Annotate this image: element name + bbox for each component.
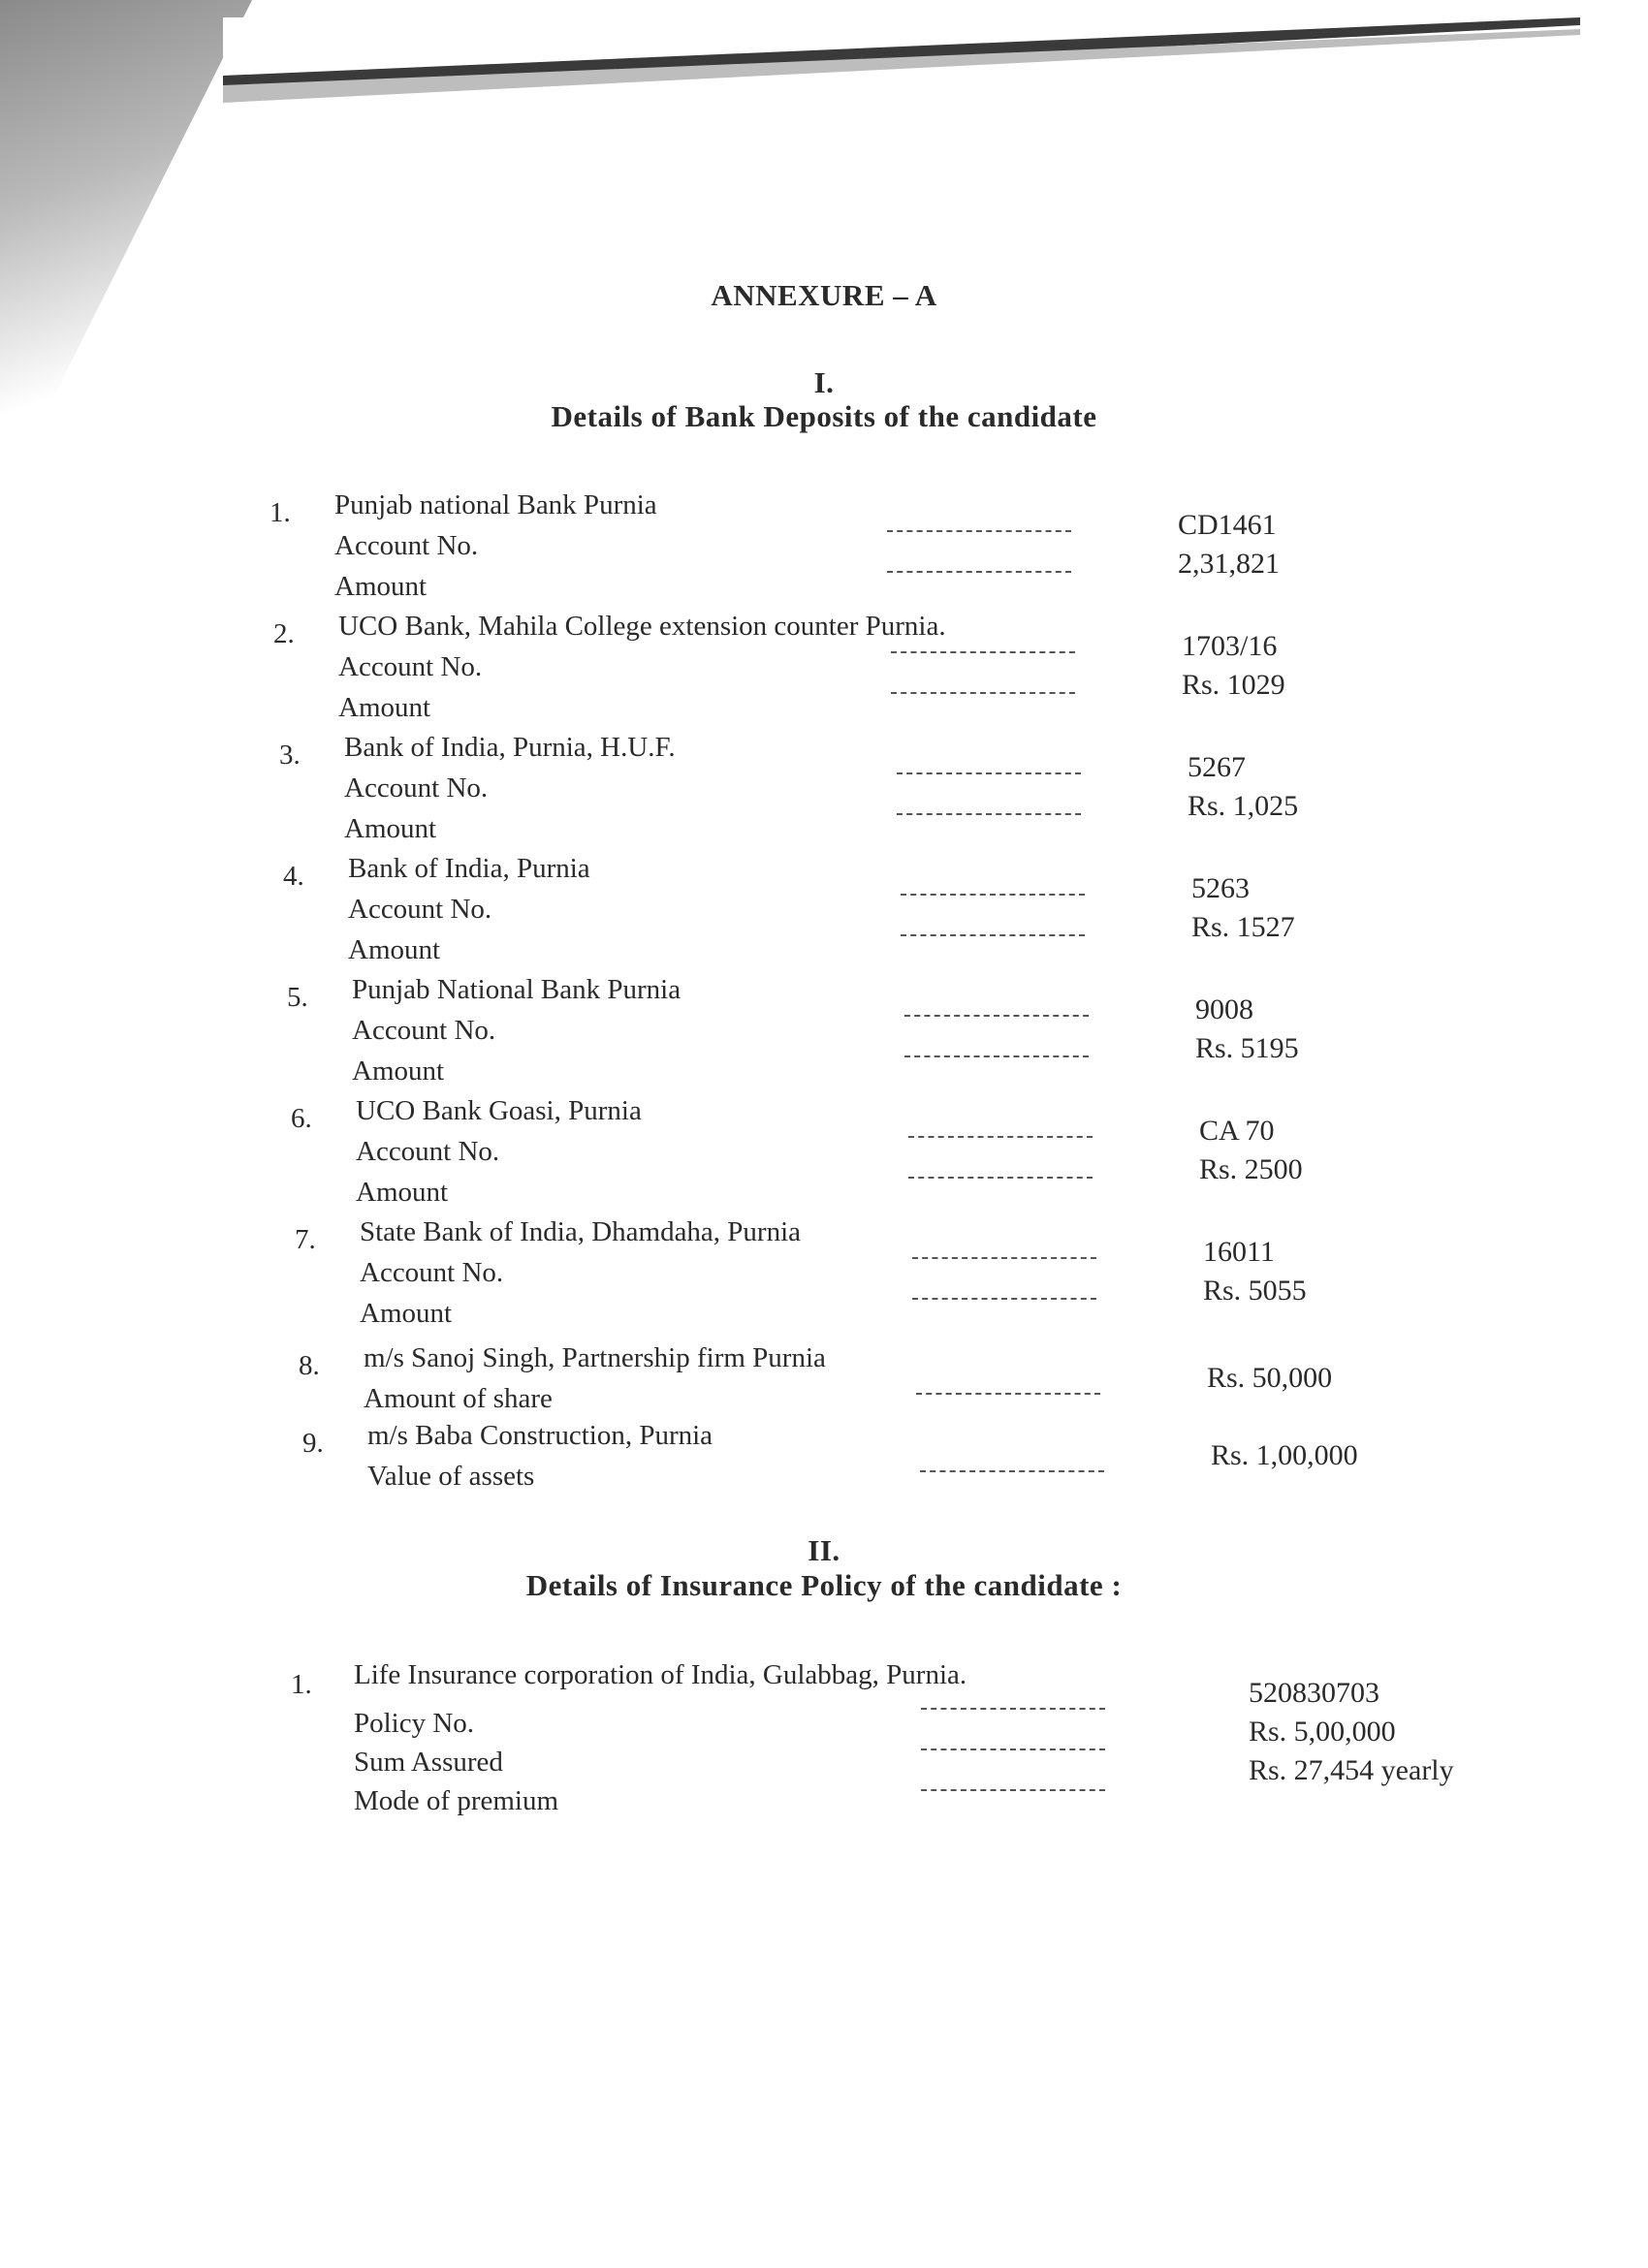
entry-label: Amount [344,813,437,844]
amount-value: Rs. 5195 [1195,1032,1299,1064]
entry-label: Amount of share [364,1383,553,1414]
entry-number: 8. [299,1350,320,1381]
entry-label: Amount [356,1177,449,1208]
bank-name: State Bank of India, Dhamdaha, Purnia [360,1216,802,1247]
leader-dash [908,1177,1093,1179]
entry-label: Account No. [360,1257,504,1288]
leader-dash [916,1393,1100,1395]
entry-label: Account No. [356,1136,500,1167]
leader-dash [891,651,1075,653]
entry-number: 6. [291,1103,312,1134]
insurance-value-sum: Rs. 5,00,000 [1249,1716,1396,1748]
amount-value: Rs. 1,025 [1188,790,1299,822]
entry-label: Account No. [344,772,489,803]
entry-number: 1. [269,497,291,528]
leader-dash [904,1055,1089,1057]
account-number-value: 16011 [1203,1236,1275,1268]
amount-value: Rs. 2500 [1199,1153,1303,1185]
leader-dash [897,772,1081,774]
leader-dash [908,1136,1093,1138]
entry-label: Account No. [348,894,492,925]
insurance-label-policy: Policy No. [354,1708,475,1739]
entry-label: Account No. [352,1015,496,1046]
account-number-value: CD1461 [1178,509,1277,541]
bank-name: UCO Bank, Mahila College extension counter Purnia. [338,611,946,642]
entry-label: Amount [338,692,431,723]
entry-label: Amount [348,934,441,965]
leader-dash [887,571,1071,573]
account-number-value: 9008 [1195,993,1253,1025]
amount-value: Rs. 5055 [1203,1275,1307,1307]
leader-dash [887,530,1071,532]
leader-dash [921,1748,1105,1750]
entry-label: Amount [352,1055,445,1087]
entry-number: 3. [279,740,301,771]
annexure-title: ANNEXURE – A [711,278,937,312]
bank-name: Punjab national Bank Purnia [334,489,657,520]
amount-value: Rs. 1029 [1182,669,1285,701]
amount-value: Rs. 1527 [1191,911,1295,943]
entry-label: Amount [334,571,428,602]
section-roman-1: I. [813,365,835,399]
leader-dash [912,1298,1096,1300]
account-number-value: 5263 [1191,872,1250,904]
leader-dash [921,1708,1105,1710]
amount-value: Rs. 1,00,000 [1211,1439,1358,1471]
bank-name: Bank of India, Purnia, H.U.F. [344,732,676,763]
insurance-label-sum: Sum Assured [354,1747,503,1778]
entry-number: 7. [295,1224,316,1255]
entry-number: 5. [287,982,308,1013]
bank-name: m/s Sanoj Singh, Partnership firm Purnia [364,1342,826,1373]
entry-number: 2. [273,618,295,649]
leader-dash [904,1015,1089,1017]
insurance-number: 1. [291,1669,312,1700]
section-heading-insurance: Details of Insurance Policy of the candidate : [525,1568,1123,1602]
account-number-value: CA 70 [1199,1115,1275,1147]
account-number-value: 5267 [1188,751,1246,783]
bank-name: Punjab National Bank Purnia [352,974,681,1005]
leader-dash [921,1789,1105,1791]
bank-name: UCO Bank Goasi, Purnia [356,1095,642,1126]
entry-label: Value of assets [367,1461,535,1492]
account-number-value: 1703/16 [1182,630,1278,662]
leader-dash [901,894,1085,896]
entry-label: Amount [360,1298,453,1329]
leader-dash [891,692,1075,694]
amount-value: 2,31,821 [1178,548,1280,580]
insurance-value-policy: 520830703 [1249,1677,1379,1709]
leader-dash [901,934,1085,936]
leader-dash [912,1257,1096,1259]
leader-dash [920,1470,1104,1472]
leader-dash [897,813,1081,815]
insurance-label-mode: Mode of premium [354,1785,559,1816]
section-roman-2: II. [808,1533,840,1567]
insurance-name: Life Insurance corporation of India, Gulabbag, Purnia. [354,1659,967,1690]
entry-label: Account No. [338,651,483,682]
entry-number: 9. [302,1428,324,1459]
insurance-value-mode: Rs. 27,454 yearly [1249,1754,1454,1786]
section-heading-bank-deposits: Details of Bank Deposits of the candidate [551,399,1097,433]
bank-name: Bank of India, Purnia [348,853,590,884]
amount-value: Rs. 50,000 [1207,1362,1333,1394]
entry-number: 4. [283,861,304,892]
entry-label: Account No. [334,530,479,561]
bank-name: m/s Baba Construction, Purnia [367,1420,713,1451]
